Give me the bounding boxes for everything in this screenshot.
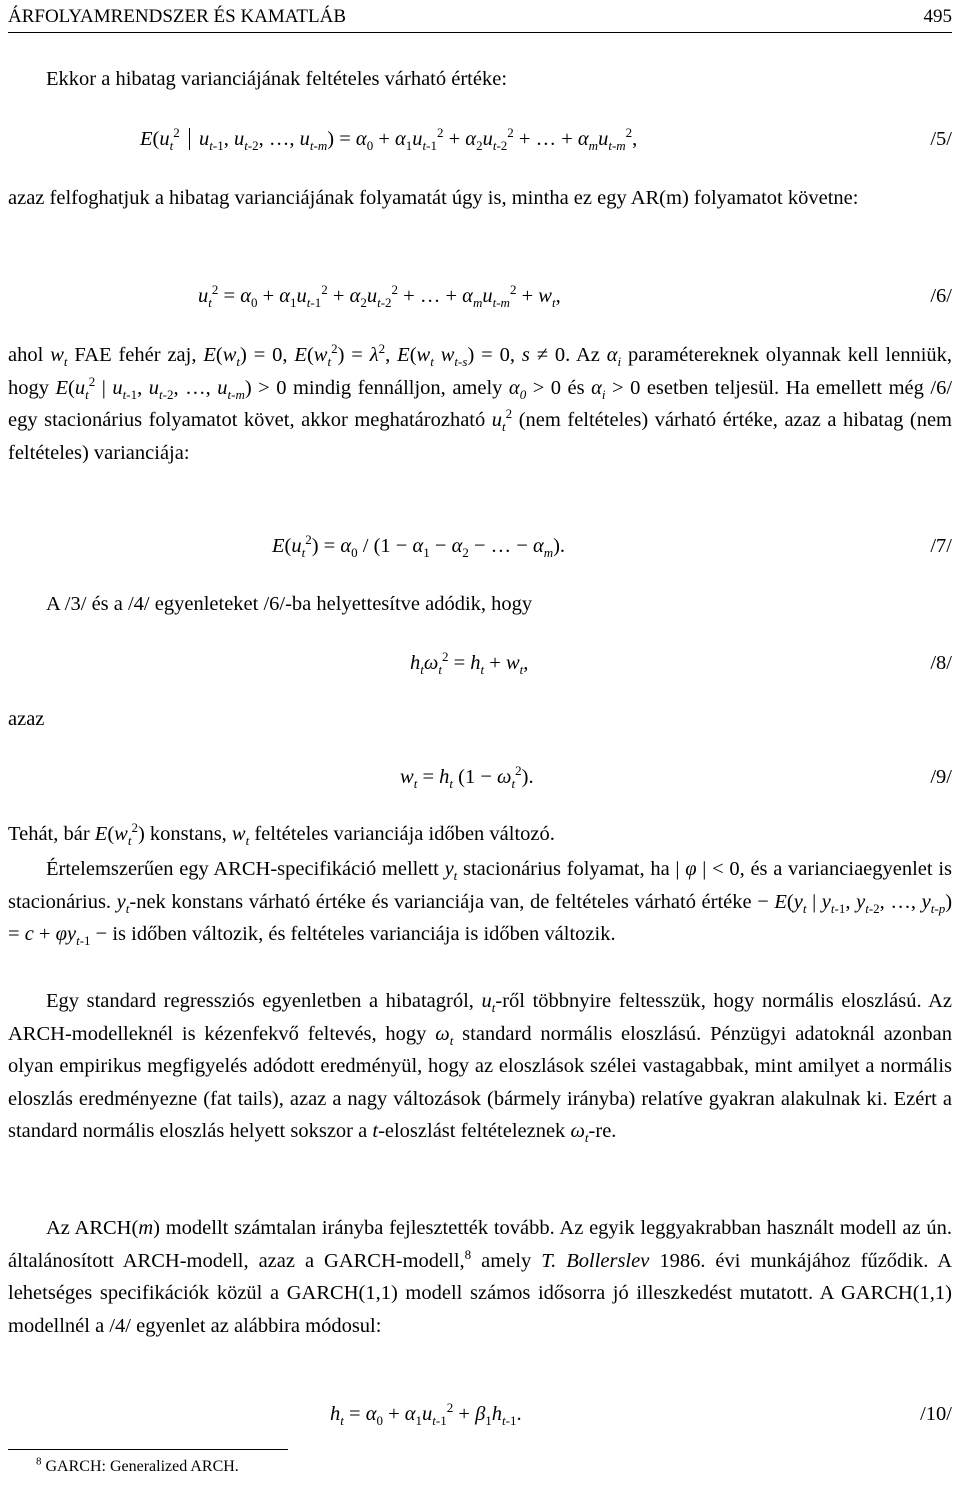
equation-8-number: /8/ — [930, 652, 952, 674]
header-title: ÁRFOLYAMRENDSZER ÉS KAMATLÁB — [8, 6, 347, 27]
footnote-text: GARCH: Generalized ARCH. — [45, 1458, 239, 1475]
paragraph-intro: Ekkor a hibatag varianciájának feltételes várható értéke: — [46, 68, 508, 90]
equation-6: $u_t^2 = \alpha_0 + \alpha_1u_{t-1}^2 + \alpha_2u_{t-2}^2$ + … + $\alpha_mu_{t-m}^2 + w_t$, — [198, 282, 561, 311]
equation-8: $h_t\omega_t^2 = h_t + w_t$, — [410, 649, 529, 678]
equation-5-number: /5/ — [930, 128, 952, 150]
paragraph-normality: Egy standard regressziós egyenletben a hibatagról, $u_t$-ről többnyire feltesszük, hogy normális eloszlású. Az ARCH-modelleknél is kézenfekvő feltevés, hogy $\omega_t$ standard normális eloszlású. Pénzügyi adatoknál azonban olyan empirikus megfigyelés adódott eredményül, hogy az eloszlások szélei vastagabbak, mint amilyet a normális eloszlás eredményezne (fat tails), azaz a nagy változások (bármely irányba) relatíve gyakran alakulnak ki. Ezért a standard normális eloszlás helyett sokszor a t-eloszlást feltételeznek $\omega_t-re$. — [8, 990, 952, 1146]
azaz-label: azaz — [8, 708, 45, 730]
equation-9-number: /9/ — [930, 766, 952, 788]
equation-7-number: /7/ — [930, 535, 952, 557]
page-number: 495 — [923, 6, 952, 27]
header-rule — [8, 32, 952, 33]
footnote — [36, 1456, 239, 1478]
equation-10: $h_t = \alpha_0 + \alpha_1u_{t-1}^2 + \beta_1h_{t-1}$. — [330, 1400, 522, 1429]
equation-6-number: /6/ — [930, 285, 952, 307]
paragraph-ar-process: azaz felfoghatjuk a hibatag varianciájának folyamatát úgy is, mintha ez egy AR(m) folyamatot követne: — [8, 187, 859, 209]
footnote-number: 8 — [36, 1455, 42, 1468]
paragraph-stationarity: Értelemszerűen egy ARCH-specifikáció mellett $y_t$ stacionárius folyamat, ha | φ | < 0, és a varianciaegyenlet is stacionárius. $y_t$-nek konstans várható értéke és varianciája van, de feltételes várható értéke − $E(y_t$ | $y_{t-1}$, $y_{t-2}$, …, $y_{t-p}) = c + \varphi y_{t-1}$ − is időben változik, és feltételes varianciája is időben változik. — [8, 858, 953, 949]
paragraph-white-noise: ahol $w_t$ FAE fehér zaj, $E(w_t) = 0$, $E(w_t^2) = \lambda^2$, $E(w_t$ $w_{t-s}) = 0$, s ≠ 0. Az $\alpha_i$ paramétereknek olyannak kell lenniük, hogy $E(u_t^2$ | $u_{t-1}$, $u_{t-2}$, …, $u_{t-m}) > 0$ mindig fennálljon, amely $\alpha_0 > 0$ és $\alpha_i > 0$ esetben teljesül. Ha emellett még /6/ egy stacionárius folyamatot követ, akkor meghatározható $u_t^2$ (nem feltételes) várható értéke, azaz a hibatag (nem feltételes) varianciája: — [8, 341, 953, 464]
paragraph-garch: Az ARCH(m) modellt számtalan irányba fejlesztették tovább. Az egyik leggyakrabban használt modell az ún. általánosított ARCH-modell, azaz a GARCH-modell,$^8$ amely T. Bollerslev 1986. évi munkájához fűződik. A lehetséges specifikációk közül a GARCH(1,1) modell számos idősorra jó illeszkedést mutatott. A GARCH(1,1) modellnél a /4/ egyenlet az alábbira módosul: — [8, 1217, 953, 1337]
paragraph-conditional-variance: Tehát, bár $E(w_t^2)$ konstans, $w_t$ feltételes varianciája időben változó. — [8, 820, 555, 849]
running-header — [8, 4, 952, 30]
equation-10-number: /10/ — [920, 1403, 952, 1425]
equation-9: $w_t = h_t$ $(1 - \omega_t^2)$. — [400, 763, 534, 792]
equation-7: $E(u_t^2) = \alpha_0 / (1 - \alpha_1 - \alpha_2$ − … − $\alpha_m$). — [272, 532, 566, 561]
equation-5: $E(u_t^2$ $u_{t-1}$, $u_{t-2}$, …, $u_{t-m}) = \alpha_0 + \alpha_1u_{t-1}^2 + \alpha_2u_{t-2}^2$ + … + $\alpha_mu_{t-m}^2$, — [140, 125, 638, 154]
paragraph-substitution: A /3/ és a /4/ egyenleteket /6/-ba helyettesítve adódik, hogy — [46, 593, 533, 615]
footnote-rule — [8, 1449, 288, 1450]
